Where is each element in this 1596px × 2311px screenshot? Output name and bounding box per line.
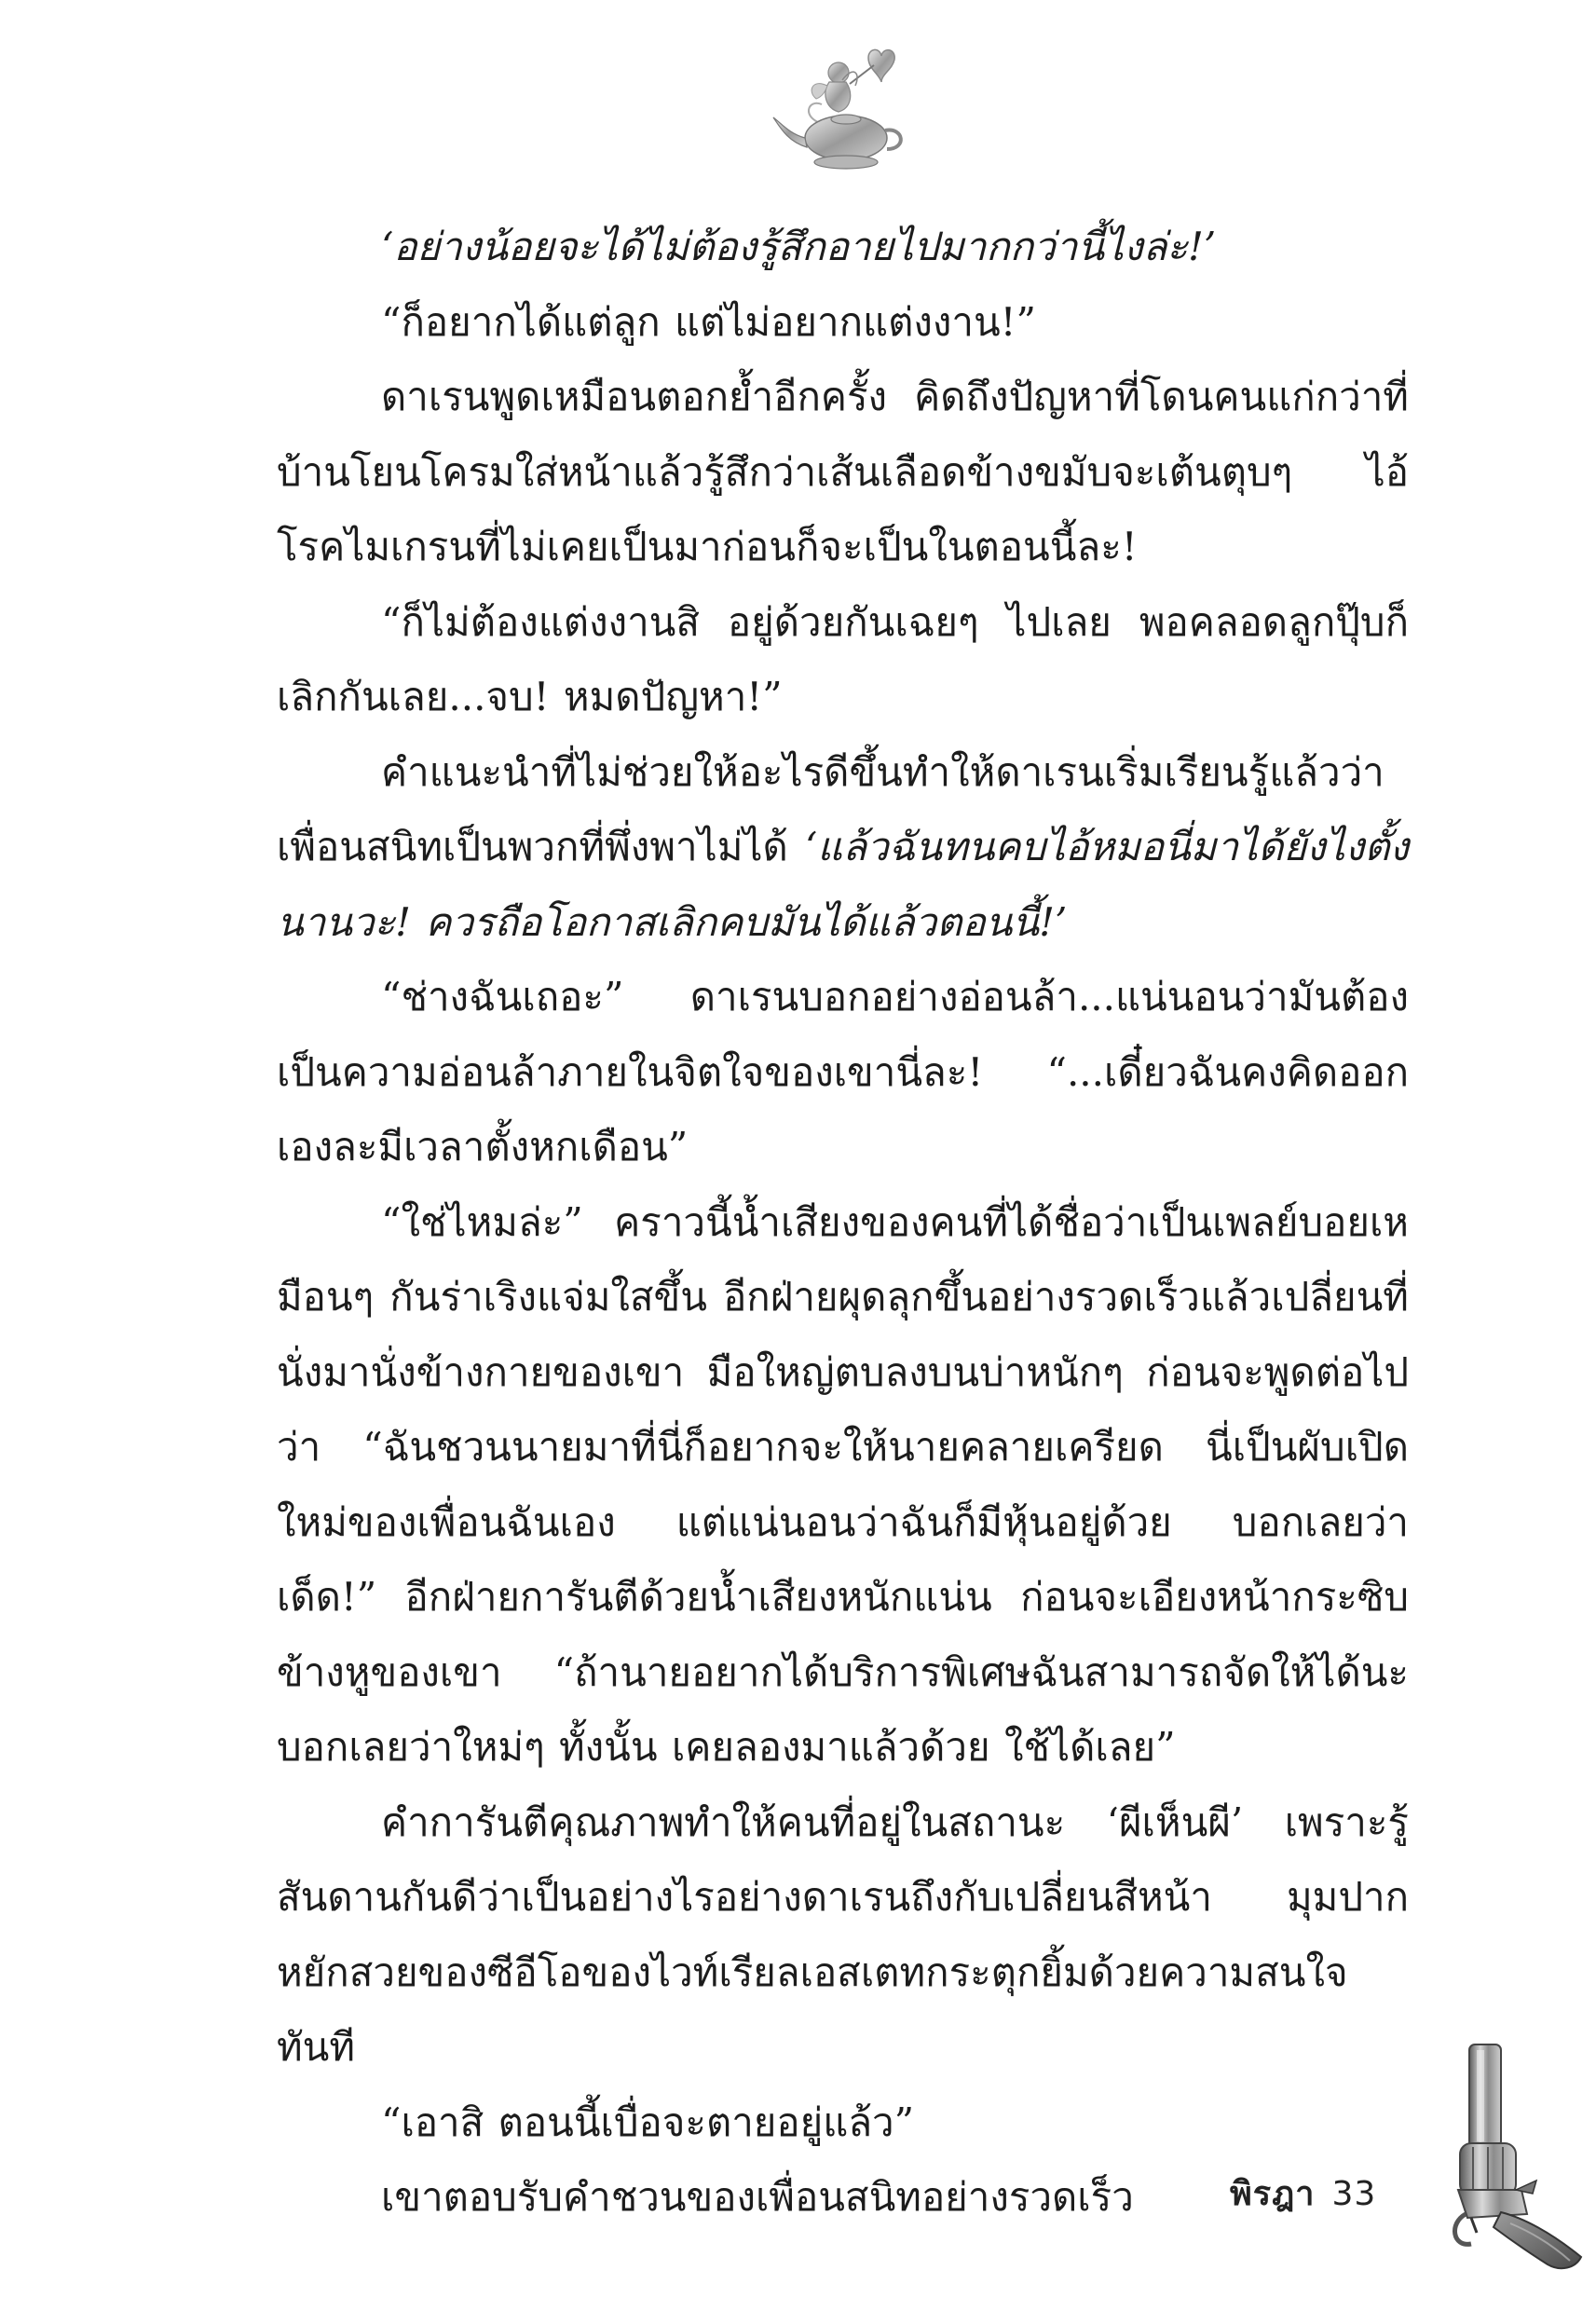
paragraph-4: “ก็ไม่ต้องแต่งงานสิ อยู่ด้วยกันเฉยๆ ไปเลย พอคลอดลูกปุ๊บก็เลิกกันเลย...จบ! หมดปัญหา!”	[277, 598, 1409, 719]
paragraph-5-text: คำแนะนำที่ไม่ช่วยให้อะไรดีขึ้นทำให้ดาเรนเริ่มเรียนรู้แล้วว่าเพื่อนสนิทเป็นพวกที่พึ่งพาไม่ได้	[277, 748, 1385, 869]
page-number: 33	[1331, 2175, 1377, 2213]
author-name: พิรฎา	[1230, 2175, 1316, 2213]
paragraph-5-italic-thought: ‘แล้วฉันทนคบไอ้หมอนี่มาได้ยังไงตั้งนานวะ! ควรถือโอกาสเลิกคบมันได้แล้วตอนนี้!’	[277, 824, 1409, 945]
page-footer	[1230, 2167, 1376, 2220]
paragraph-6: “ช่างฉันเถอะ” ดาเรนบอกอย่างอ่อนล้า...แน่นอนว่ามันต้องเป็นความอ่อนล้าภายในจิตใจของเขานี่ละ! “...เดี๋ยวฉันคงคิดออกเองละมีเวลาตั้งหกเดือน”	[277, 974, 1409, 1169]
paragraph-7: “ใช่ไหมล่ะ” คราวนี้น้ำเสียงของคนที่ได้ชื่อว่าเป็นเพลย์บอยเหมือนๆ กันร่าเริงแจ่มใสขึ้น อีกฝ่ายผุดลุกขึ้นอย่างรวดเร็วแล้วเปลี่ยนที่นั่งมานั่งข้างกายของเขา มือใหญ่ตบลงบนบ่าหนักๆ ก่อนจะพูดต่อไปว่า “ฉันชวนนายมาที่นี่ก็อยากจะให้นายคลายเครียด นี่เป็นผับเปิดใหม่ของเพื่อนฉันเอง แต่แน่นอนว่าฉันก็มีหุ้นอยู่ด้วย บอกเลยว่าเด็ด!” อีกฝ่ายการันตีด้วยน้ำเสียงหนักแน่น ก่อนจะเอียงหน้ากระซิบข้างหูของเขา “ถ้านายอยากได้บริการพิเศษฉันสามารถจัดให้ได้นะ บอกเลยว่าใหม่ๆ ทั้งนั้น เคยลองมาแล้วด้วย ใช้ได้เลย”	[277, 1198, 1409, 1770]
paragraph-8: คำการันตีคุณภาพทำให้คนที่อยู่ในสถานะ ‘ผีเห็นผี’ เพราะรู้สันดานกันดีว่าเป็นอย่างไรอย่างดาเรนถึงกับเปลี่ยนสีหน้า มุมปากหยักสวยของซีอีโอของไวท์เรียลเอสเตทกระตุกยิ้มด้วยความสนใจทันที	[277, 1798, 1409, 2070]
body-text	[277, 210, 1409, 2236]
paragraph-9: “เอาสิ ตอนนี้เบื่อจะตายอยู่แล้ว”	[381, 2099, 915, 2145]
paragraph-2: “ก็อยากได้แต่ลูก แต่ไม่อยากแต่งงาน!”	[381, 298, 1037, 345]
paragraph-1: ‘อย่างน้อยจะได้ไม่ต้องรู้สึกอายไปมากกว่านี้ไงล่ะ!’	[381, 224, 1217, 269]
paragraph-10: เขาตอบรับคำชวนของเพื่อนสนิทอย่างรวดเร็ว	[381, 2174, 1134, 2220]
paragraph-5	[277, 735, 1409, 961]
teapot-ornament-icon	[764, 37, 922, 186]
revolver-icon	[1412, 2041, 1589, 2274]
paragraph-3: ดาเรนพูดเหมือนตอกย้ำอีกครั้ง คิดถึงปัญหาที่โดนคนแก่กว่าที่บ้านโยนโครมใส่หน้าแล้วรู้สึกว่าเส้นเลือดข้างขมับจะเต้นตุบๆ ไอ้โรคไมเกรนที่ไม่เคยเป็นมาก่อนก็จะเป็นในตอนนี้ละ!	[277, 374, 1409, 569]
